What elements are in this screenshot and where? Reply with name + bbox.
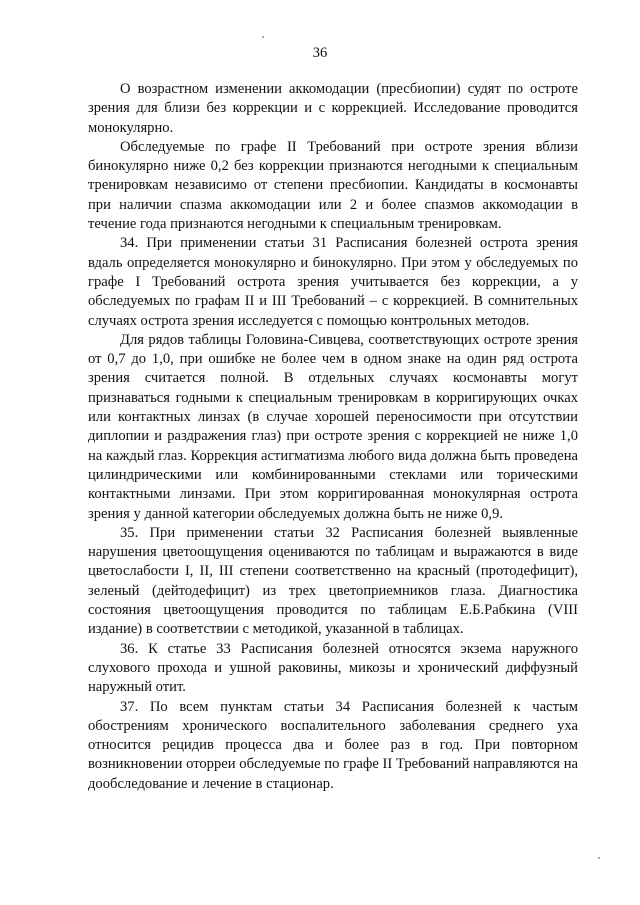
page-number: 36 <box>312 45 328 61</box>
paragraph-item-34: 34. При применении статьи 31 Расписания болезней острота зрения вдаль определяется монокулярно и бинокулярно. При этом у обследуемых по графе I Требований острота зрения учитывается без коррекции, а у обследуемых по графам II и III Требований – с коррекцией. В сомнительных случаях острота зрения исследуется с помощью контрольных методов. <box>88 235 578 329</box>
paragraph-item-37: 37. По всем пунктам статьи 34 Расписания болезней к частым обострениям хронического воспалительного заболевания среднего уха относится рецидив процесса два и более раз в год. При повторном возникновении оторреи обследуемые по графе II Требований направляются на дообследование и лечение в стационар. <box>88 698 578 792</box>
paragraph-item-35: 35. При применении статьи 32 Расписания болезней выявленные нарушения цветоощущения оцениваются по таблицам и выражаются в виде цветослабости I, II, III степени соответственно на красный (протодефицит), зеленый (дейтодефицит) из трех цветоприемников глаза. Диагностика состояния цветоощущения проводится по таблицам Е.Б.Рабкина (VIII издание) в соответствии с методикой, указанной в таблицах. <box>88 524 578 638</box>
paragraph-golovin-table: Для рядов таблицы Головина-Сивцева, соответствующих остроте зрения от 0,7 до 1,0, при ошибке не более чем в одном знаке на один ряд острота зрения считается полной. В отдельных случаях космонавты могут признаваться годными к специальным тренировкам в корригирующих очках или контактных линзах (в случае хорошей переносимости при отсутствии диплопии и раздражения глаз) при остроте зрения с коррекцией не ниже 1,0 на каждый глаз. Коррекция астигматизма любого вида должна быть проведена цилиндрическими или комбинированными стеклами или торическими контактными линзами. При этом корригированная монокулярная острота зрения у данной категории обследуемых должна быть не ниже 0,9. <box>88 331 578 522</box>
document-body <box>88 80 578 794</box>
scan-speck <box>598 857 600 859</box>
paragraph-item-36: 36. К статье 33 Расписания болезней относятся экзема наружного слухового прохода и ушной раковины, микозы и хронический диффузный наружный отит. <box>88 640 578 696</box>
paragraph-near-vision: Обследуемые по графе II Требований при остроте зрения вблизи бинокулярно ниже 0,2 без коррекции признаются негодными к специальным тренировкам независимо от степени пресбиопии. Кандидаты в космонавты при наличии спазма аккомодации или 2 и более спазмов аккомодации в течение года признаются негодными к специальным тренировкам. <box>88 138 578 233</box>
paragraph-presbyopia: О возрастном изменении аккомодации (пресбиопии) судят по остроте зрения для близи без коррекции и с коррекцией. Исследование проводится монокулярно. <box>88 81 578 136</box>
scan-speck <box>262 36 264 38</box>
